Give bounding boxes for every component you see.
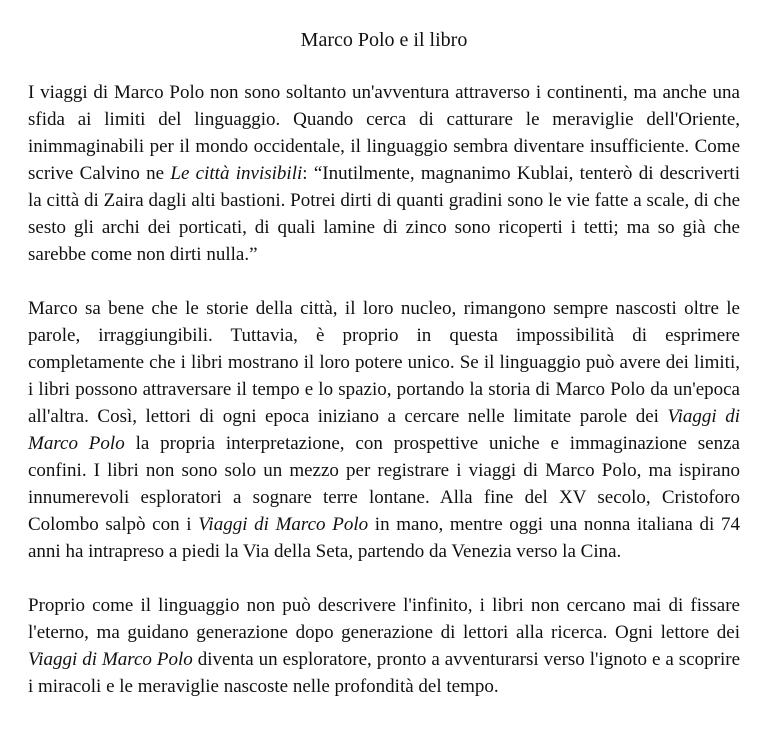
book-title-italic: Viaggi di Marco Polo — [28, 649, 193, 670]
paragraph-text: : “Inutilmente, magnanimo Kublai, tenterò di descriverti la città di Zaira dagli alti bastioni. Potrei dirti di quanti gradini sono le vie fatte a scale, di che sesto gli archi dei porticati, di quali lamine di zinco sono ricoperti i tetti; ma so già che sarebbe come non dirti nulla.” — [28, 163, 740, 265]
paragraph-1 — [28, 79, 740, 268]
page-title: Marco Polo e il libro — [300, 29, 468, 51]
paragraph-text: diventa un esploratore, pronto a avventurarsi verso l'ignoto e a scoprire i miracoli e le meraviglie nascoste nelle profondità del tempo. — [28, 649, 740, 697]
paragraph-text: I viaggi di Marco Polo non sono soltanto un'avventura attraverso i continenti, ma anche una sfida ai limiti del linguaggio. Quando cerca di catturare le meraviglie dell'Oriente, inimmaginabili per il mondo occidentale, il linguaggio sembra diventare insufficiente. Come scrive Calvino ne — [28, 82, 740, 184]
paragraph-2 — [28, 295, 740, 565]
book-title-italic: Viaggi di Marco Polo — [198, 514, 369, 535]
paragraph-text: in mano, mentre oggi una nonna italiana di 74 anni ha intrapreso a piedi la Via della Seta, partendo da Venezia verso la Cina. — [28, 514, 740, 562]
book-title-italic: Le città invisibili — [170, 163, 303, 184]
book-title-italic: Viaggi di Marco Polo — [28, 406, 740, 454]
paragraph-3 — [28, 592, 740, 700]
paragraph-text: Proprio come il linguaggio non può descrivere l'infinito, i libri non cercano mai di fissare l'eterno, ma guidano generazione dopo generazione di lettori alla ricerca. Ogni lettore dei — [28, 595, 740, 643]
paragraph-text: Marco sa bene che le storie della città, il loro nucleo, rimangono sempre nascosti oltre le parole, irraggiungibili. Tuttavia, è proprio in questa impossibilità di esprimere completamente che i libri mostrano il loro potere unico. Se il linguaggio può avere dei limiti, i libri possono attraversare il tempo e lo spazio, portando la storia di Marco Polo da un'epoca all'altra. Così, lettori di ogni epoca iniziano a cercare nelle limitate parole dei — [28, 298, 740, 427]
paragraph-text: la propria interpretazione, con prospettive uniche e immaginazione senza confini. I libri non sono solo un mezzo per registrare i viaggi di Marco Polo, ma ispirano innumerevoli esploratori a sognare terre lontane. Alla fine del XV secolo, Cristoforo Colombo salpò con i — [28, 433, 740, 535]
